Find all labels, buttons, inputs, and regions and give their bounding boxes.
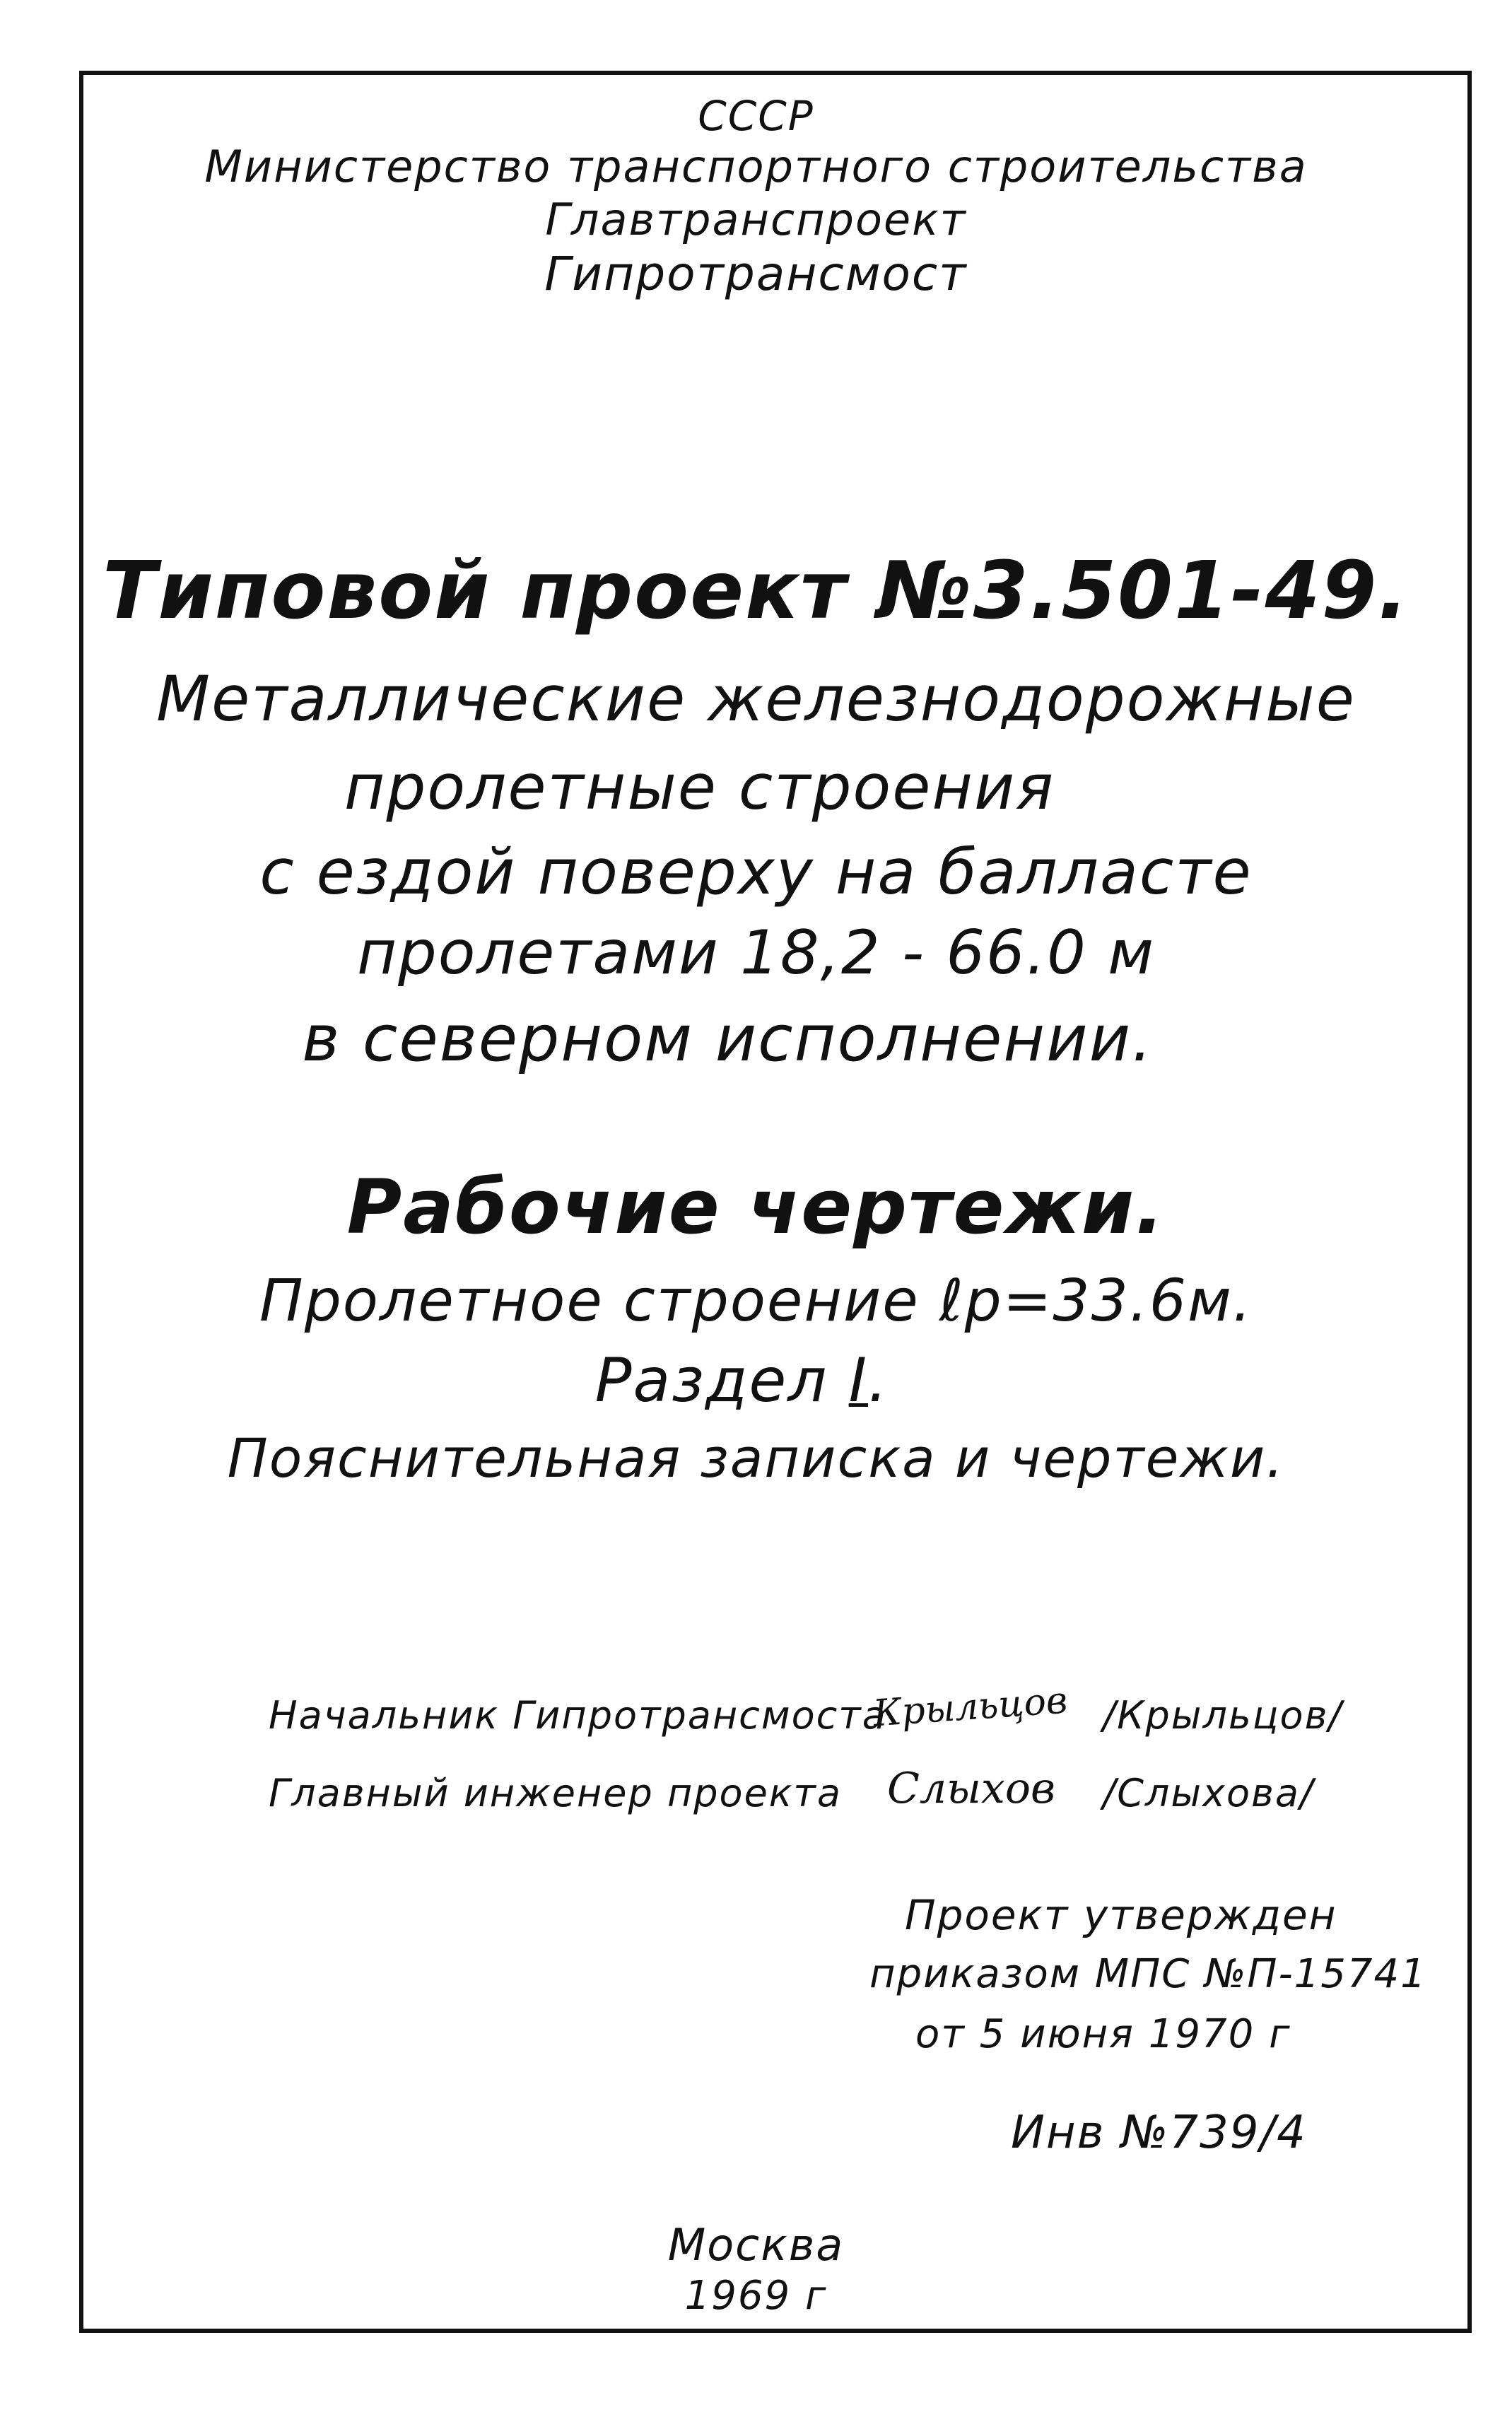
signature-name-engineer: /Слыхова/: [1103, 1771, 1315, 1815]
project-desc-line: с ездой поверху на балласте: [259, 836, 1253, 908]
approval-line: Проект утвержден: [905, 1891, 1337, 1939]
drawings-heading: Рабочие чертежи.: [346, 1164, 1166, 1251]
signature-label-chief: Начальник Гипротрансмоста: [269, 1693, 887, 1738]
inventory-number: Инв №739/4: [1011, 2107, 1307, 2159]
section-number: I: [848, 1345, 868, 1416]
country-label: СССР: [698, 92, 814, 140]
project-desc-line: Металлические железнодорожные: [156, 662, 1356, 735]
approval-line: от 5 июня 1970 г: [915, 2011, 1291, 2057]
content-line: Пояснительная записка и чертежи.: [227, 1427, 1285, 1490]
signature-label-engineer: Главный инженер проекта: [269, 1771, 842, 1815]
year-label: 1969 г: [684, 2273, 828, 2319]
ministry-label: Министерство транспортного строительства: [204, 141, 1308, 192]
approval-line: приказом МПС №П-15741: [869, 1951, 1427, 1997]
span-line: Пролетное строение ℓр=33.6м.: [259, 1268, 1253, 1335]
signature-engineer: Слыхов: [887, 1764, 1055, 1813]
section-suffix: .: [868, 1345, 889, 1416]
signature-chief: Крыльцов: [872, 1679, 1069, 1736]
city-label: Москва: [667, 2219, 845, 2271]
project-desc-line: в северном исполнении.: [302, 1002, 1154, 1076]
institute-label: Гипротрансмост: [544, 247, 968, 301]
section-prefix: Раздел: [594, 1345, 849, 1416]
project-title: Типовой проект №3.501-49.: [102, 545, 1410, 637]
signature-name-chief: /Крыльцов/: [1103, 1693, 1343, 1738]
project-desc-line: пролетами 18,2 - 66.0 м: [356, 918, 1156, 988]
main-dept-label: Главтранспроект: [545, 194, 967, 245]
section-line: [0, 1345, 1498, 1416]
project-desc-line: пролетные строения: [344, 751, 1055, 824]
